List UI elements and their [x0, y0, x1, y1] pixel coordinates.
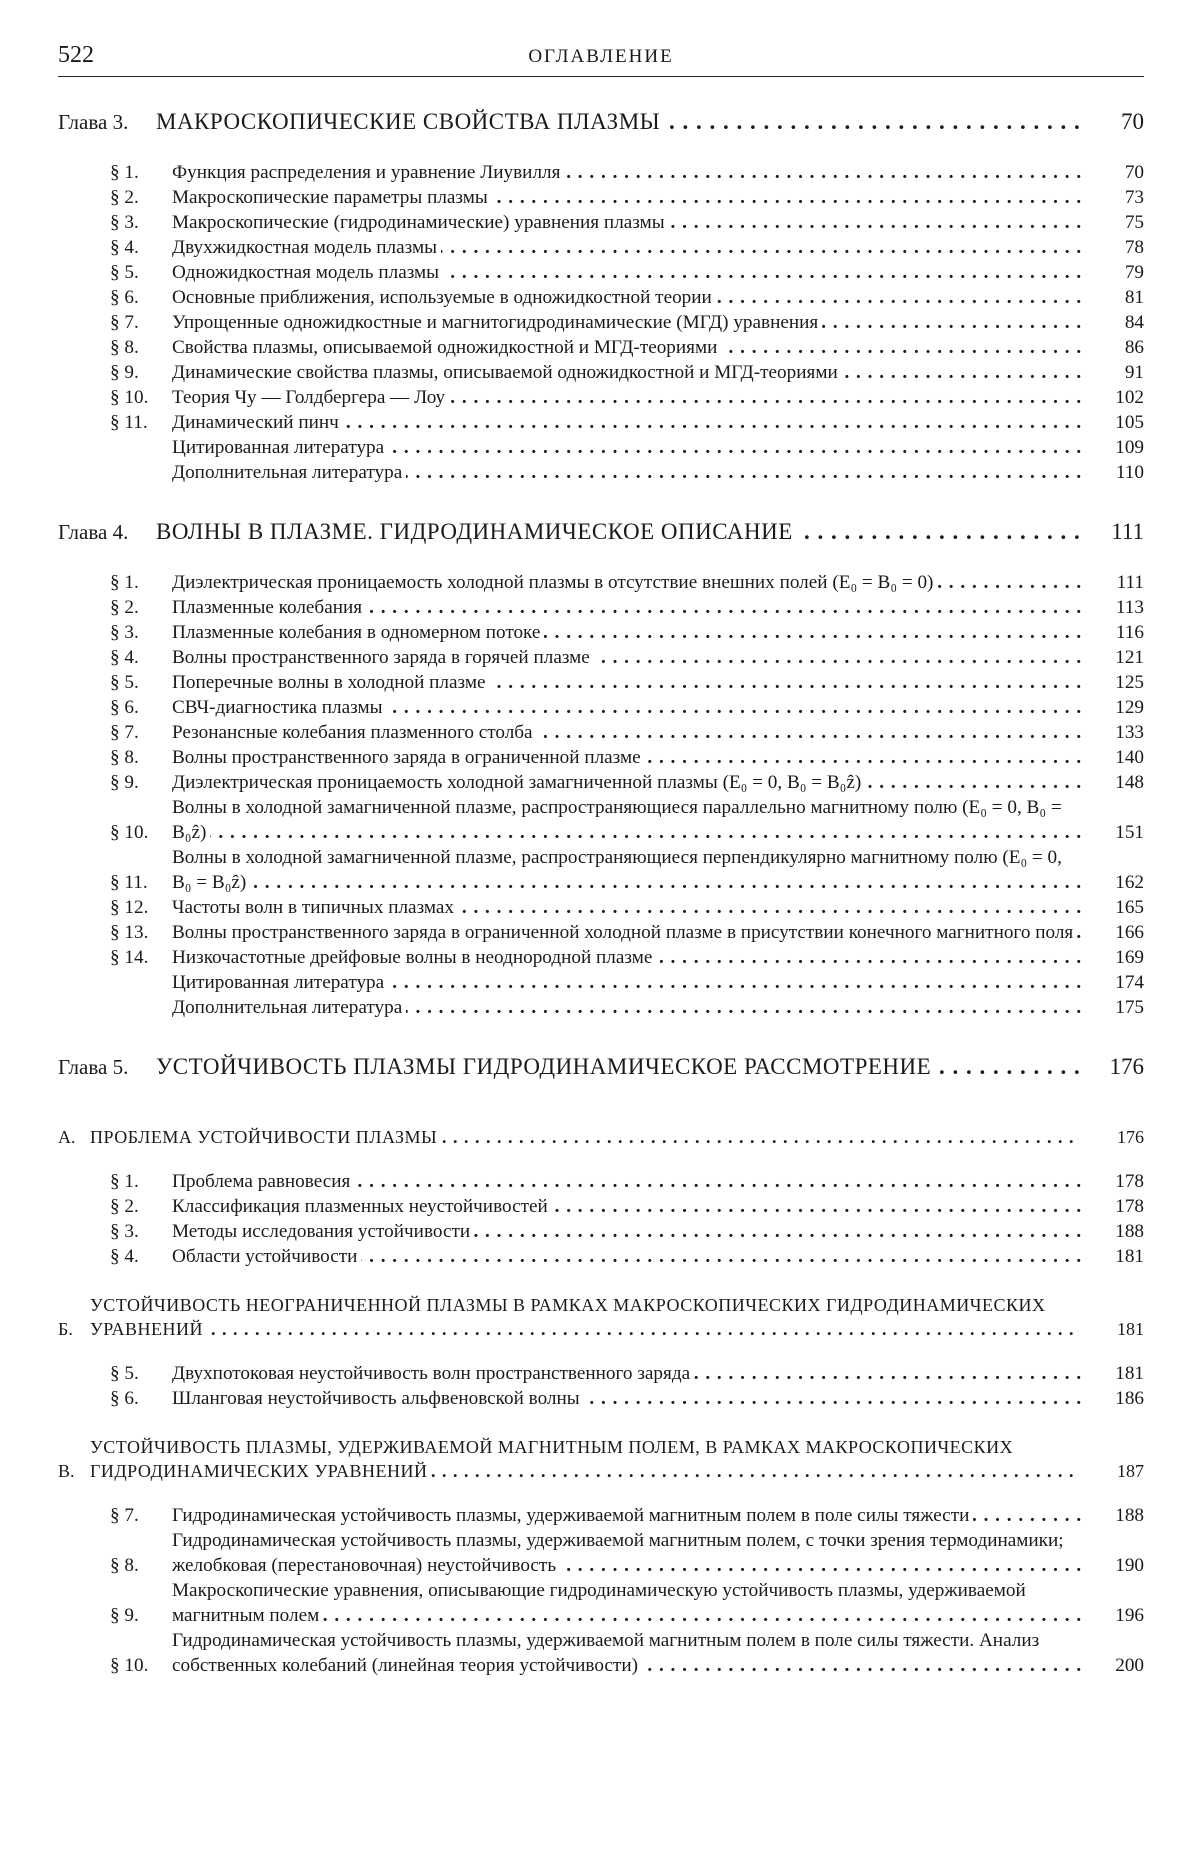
toc-entry — [58, 160, 1144, 185]
toc-entry — [58, 210, 1144, 235]
toc-entry-title — [172, 1503, 1086, 1528]
toc-entry-text: Волны пространственного заряда в ограниченной плазме — [172, 747, 645, 768]
toc-entry-title — [172, 770, 1086, 795]
toc-entry — [58, 235, 1144, 260]
part-heading-text: ПРОБЛЕМА УСТОЙЧИВОСТИ ПЛАЗМЫ — [90, 1127, 441, 1147]
toc-entry — [58, 945, 1144, 970]
toc-entry-title — [172, 1194, 1086, 1219]
chapter-heading-text: УСТОЙЧИВОСТЬ ПЛАЗМЫ ГИДРОДИНАМИЧЕСКОЕ РАССМОТРЕНИЕ — [156, 1054, 935, 1079]
toc-entry — [58, 360, 1144, 385]
page-ref: 188 — [1115, 1221, 1144, 1242]
toc-entry — [58, 745, 1144, 770]
page-ref: 84 — [1124, 312, 1144, 333]
toc-entry-title — [172, 970, 1086, 995]
page-ref: 190 — [1115, 1555, 1144, 1576]
toc-entry-title — [172, 1628, 1086, 1678]
toc-entry-text: Двухжидкостная модель плазмы — [172, 237, 441, 258]
page-ref: 91 — [1124, 362, 1144, 383]
section-number: § 1. — [110, 572, 139, 593]
toc-entry-title — [172, 1361, 1086, 1386]
toc-entry-title — [172, 945, 1086, 970]
page-ref: 105 — [1115, 412, 1144, 433]
page-ref: 166 — [1115, 922, 1144, 943]
toc-entry-title — [172, 210, 1086, 235]
toc-entry-title — [172, 895, 1086, 920]
toc-entry — [58, 695, 1144, 720]
toc-entry — [58, 795, 1144, 845]
part-heading-text: УСТОЙЧИВОСТЬ НЕОГРАНИЧЕННОЙ ПЛАЗМЫ В РАМКАХ МАКРОСКОПИЧЕСКИХ ГИДРОДИНАМИЧЕСКИХ УРАВНЕНИЙ — [90, 1295, 1046, 1339]
page-ref: 176 — [1109, 1054, 1144, 1079]
toc-entry — [58, 770, 1144, 795]
page-ref: 148 — [1115, 772, 1144, 793]
toc-entry-text: Динамические свойства плазмы, описываемой одножидкостной и МГД-теориями — [172, 362, 842, 383]
toc-entry — [58, 435, 1144, 460]
toc-entry-title — [172, 1528, 1086, 1578]
chapter-heading-label: Глава 3. — [58, 110, 129, 134]
toc-entry-title — [172, 645, 1086, 670]
section-number: § 3. — [110, 1221, 139, 1242]
toc-entry-text: Функция распределения и уравнение Лиувилля — [172, 162, 564, 183]
toc-entry-title — [172, 1169, 1086, 1194]
toc-entry-title — [172, 745, 1086, 770]
part-heading-title — [90, 1125, 1086, 1149]
page-ref: 178 — [1115, 1196, 1144, 1217]
toc-entry-text: Цитированная литература — [172, 437, 388, 458]
toc-entry-text: Волны пространственного заряда в горячей плазме — [172, 647, 594, 668]
toc-entry-text: Гидродинамическая устойчивость плазмы, удерживаемой магнитным полем, с точки зрения термодинамики; желобковая (перестановочная) неустойчивость — [172, 1530, 1064, 1576]
toc-entry — [58, 595, 1144, 620]
toc-entry-text: Основные приближения, используемые в одножидкостной теории — [172, 287, 716, 308]
toc-entry — [58, 1169, 1144, 1194]
section-number: § 8. — [110, 1555, 139, 1576]
toc-entry-text: Волны пространственного заряда в ограниченной холодной плазме в присутствии конечного магнитного поля — [172, 922, 1077, 943]
part-heading-title — [90, 1293, 1086, 1341]
section-number: § 6. — [110, 287, 139, 308]
section-number: § 2. — [110, 597, 139, 618]
toc-entry-title — [172, 595, 1086, 620]
toc-entry — [58, 1503, 1144, 1528]
part-heading — [58, 1125, 1144, 1149]
section-number: § 7. — [110, 1505, 139, 1526]
page-ref: 176 — [1117, 1127, 1144, 1147]
toc-entry-title — [172, 410, 1086, 435]
toc-entry-text: Шланговая неустойчивость альфвеновской волны — [172, 1388, 584, 1409]
part-heading-label: В. — [58, 1461, 75, 1481]
toc-entry-text: Гидродинамическая устойчивость плазмы, удерживаемой магнитным полем в поле силы тяжести — [172, 1505, 973, 1526]
toc-entry-text: Резонансные колебания плазменного столба — [172, 722, 537, 743]
chapter-heading — [58, 1053, 1144, 1081]
toc-entry-title — [172, 435, 1086, 460]
section-number: § 3. — [110, 622, 139, 643]
toc-entry-text: Плазменные колебания — [172, 597, 366, 618]
chapter-heading-label: Глава 5. — [58, 1055, 129, 1079]
page-ref: 151 — [1115, 822, 1144, 843]
part-heading-title — [90, 1435, 1086, 1483]
toc-entry-title — [172, 995, 1086, 1020]
part-heading-label: А. — [58, 1127, 76, 1147]
toc-entry-title — [172, 1219, 1086, 1244]
part-heading — [58, 1293, 1144, 1341]
section-number: § 7. — [110, 312, 139, 333]
section-number: § 8. — [110, 337, 139, 358]
running-title: ОГЛАВЛЕНИЕ — [528, 46, 674, 67]
toc-entry-title — [172, 620, 1086, 645]
toc-entry — [58, 1194, 1144, 1219]
page-ref: 181 — [1117, 1319, 1144, 1339]
toc-entry-title — [172, 360, 1086, 385]
toc-entry — [58, 1528, 1144, 1578]
section-number: § 8. — [110, 747, 139, 768]
toc-entry-title — [172, 310, 1086, 335]
toc-entry-text: Макроскопические параметры плазмы — [172, 187, 492, 208]
page-header — [58, 42, 1144, 77]
toc-entry-text: Динамический пинч — [172, 412, 343, 433]
toc-entry-text: Проблема равновесия — [172, 1171, 354, 1192]
section-number: § 2. — [110, 187, 139, 208]
section-number: § 10. — [110, 387, 149, 408]
part-heading — [58, 1435, 1144, 1483]
section-number: § 2. — [110, 1196, 139, 1217]
part-heading-text: УСТОЙЧИВОСТЬ ПЛАЗМЫ, УДЕРЖИВАЕМОЙ МАГНИТНЫМ ПОЛЕМ, В РАМКАХ МАКРОСКОПИЧЕСКИХ ГИДРОДИНАМИЧЕСКИХ УРАВНЕНИЙ — [90, 1437, 1014, 1481]
part-heading-label: Б. — [58, 1319, 73, 1339]
page-ref: 181 — [1115, 1246, 1144, 1267]
toc-entry-title — [172, 460, 1086, 485]
chapter-heading-text: МАКРОСКОПИЧЕСКИЕ СВОЙСТВА ПЛАЗМЫ — [156, 109, 664, 134]
toc-entry-title — [172, 185, 1086, 210]
toc-entry-text: Волны в холодной замагниченной плазме, распространяющиеся перпендикулярно магнитному полю (E₀ = 0, B₀ = B₀ẑ) — [172, 847, 1062, 893]
toc-entry-text: Цитированная литература — [172, 972, 388, 993]
toc-entry-text: Плазменные колебания в одномерном потоке — [172, 622, 544, 643]
toc-entry-text: Волны в холодной замагниченной плазме, распространяющиеся параллельно магнитному полю (E₀ = 0, B₀ = B₀ẑ) — [172, 797, 1062, 843]
toc-entry — [58, 385, 1144, 410]
page-ref: 70 — [1121, 109, 1144, 134]
page-ref: 175 — [1115, 997, 1144, 1018]
chapter-heading-text: ВОЛНЫ В ПЛАЗМЕ. ГИДРОДИНАМИЧЕСКОЕ ОПИСАНИЕ — [156, 519, 797, 544]
section-number: § 10. — [110, 1655, 149, 1676]
section-number: § 13. — [110, 922, 149, 943]
toc-entry-title — [172, 235, 1086, 260]
toc-entry-text: Частоты волн в типичных плазмах — [172, 897, 458, 918]
toc-entry — [58, 410, 1144, 435]
toc-entry-title — [172, 385, 1086, 410]
toc-entry — [58, 620, 1144, 645]
page-ref: 200 — [1115, 1655, 1144, 1676]
toc-entry — [58, 920, 1144, 945]
toc-entry-text: Свойства плазмы, описываемой одножидкостной и МГД-теориями — [172, 337, 721, 358]
toc-entry-text: Гидродинамическая устойчивость плазмы, удерживаемой магнитным полем в поле силы тяжести. Анализ собственных колебаний (линейная теория устойчивости) — [172, 1630, 1040, 1676]
page-ref: 70 — [1124, 162, 1144, 183]
toc-entry-title — [172, 160, 1086, 185]
section-number: § 4. — [110, 237, 139, 258]
toc-entry-title — [172, 845, 1086, 895]
toc-entry — [58, 460, 1144, 485]
toc-entry — [58, 720, 1144, 745]
section-number: § 5. — [110, 672, 139, 693]
toc-entry — [58, 1244, 1144, 1269]
toc-entry — [58, 335, 1144, 360]
section-number: § 4. — [110, 647, 139, 668]
toc-entry-title — [172, 260, 1086, 285]
toc-entry-title — [172, 1386, 1086, 1411]
page-ref: 73 — [1124, 187, 1144, 208]
chapter-heading-label: Глава 4. — [58, 520, 129, 544]
section-number: § 6. — [110, 1388, 139, 1409]
toc-entry-title — [172, 285, 1086, 310]
toc-entry — [58, 970, 1144, 995]
section-number: § 3. — [110, 212, 139, 233]
toc-entry-text: Теория Чу — Голдбергера — Лоу — [172, 387, 449, 408]
page-ref: 79 — [1124, 262, 1144, 283]
toc-entry-title — [172, 570, 1086, 595]
page-ref: 121 — [1115, 647, 1144, 668]
toc-entry-title — [172, 335, 1086, 360]
toc-entry-text: Двухпотоковая неустойчивость волн пространственного заряда — [172, 1363, 694, 1384]
table-of-contents — [58, 108, 1144, 1678]
page-ref: 162 — [1115, 872, 1144, 893]
toc-entry — [58, 895, 1144, 920]
section-number: § 9. — [110, 362, 139, 383]
toc-entry-title — [172, 670, 1086, 695]
section-number: § 5. — [110, 1363, 139, 1384]
section-number: § 7. — [110, 722, 139, 743]
toc-entry-title — [172, 1578, 1086, 1628]
toc-entry-title — [172, 795, 1086, 845]
toc-entry — [58, 570, 1144, 595]
toc-entry — [58, 260, 1144, 285]
toc-entry — [58, 845, 1144, 895]
section-number: § 9. — [110, 772, 139, 793]
page-ref: 78 — [1124, 237, 1144, 258]
chapter-heading-title — [156, 518, 1086, 546]
toc-entry-text: Области устойчивости — [172, 1246, 361, 1267]
toc-entry — [58, 1386, 1144, 1411]
section-number: § 11. — [110, 872, 148, 893]
section-number: § 14. — [110, 947, 149, 968]
toc-entry — [58, 1628, 1144, 1678]
toc-entry-text: Поперечные волны в холодной плазме — [172, 672, 489, 693]
toc-entry-text: Дополнительная литература — [172, 462, 406, 483]
toc-entry-text: СВЧ-диагностика плазмы — [172, 697, 386, 718]
page-ref: 111 — [1111, 519, 1144, 544]
section-number: § 12. — [110, 897, 149, 918]
toc-entry — [58, 645, 1144, 670]
page-ref: 111 — [1116, 572, 1144, 593]
chapter-heading-title — [156, 108, 1086, 136]
section-number: § 1. — [110, 162, 139, 183]
page-ref: 169 — [1115, 947, 1144, 968]
page-ref: 181 — [1115, 1363, 1144, 1384]
page-ref: 188 — [1115, 1505, 1144, 1526]
page-ref: 174 — [1115, 972, 1144, 993]
page-ref: 165 — [1115, 897, 1144, 918]
toc-entry — [58, 285, 1144, 310]
section-number: § 10. — [110, 822, 149, 843]
chapter-heading — [58, 518, 1144, 546]
page-ref: 140 — [1115, 747, 1144, 768]
toc-entry — [58, 185, 1144, 210]
page-number: 522 — [58, 42, 94, 68]
toc-entry-text: Макроскопические (гидродинамические) уравнения плазмы — [172, 212, 669, 233]
page-ref: 178 — [1115, 1171, 1144, 1192]
toc-entry — [58, 1578, 1144, 1628]
section-number: § 9. — [110, 1605, 139, 1626]
toc-entry-text: Упрощенные одножидкостные и магнитогидродинамические (МГД) уравнения — [172, 312, 822, 333]
toc-entry-text: Макроскопические уравнения, описывающие гидродинамическую устойчивость плазмы, удерживаемой магнитным полем — [172, 1580, 1026, 1626]
page-ref: 109 — [1115, 437, 1144, 458]
page-ref: 133 — [1115, 722, 1144, 743]
toc-entry-text: Диэлектрическая проницаемость холодной плазмы в отсутствие внешних полей (E₀ = B₀ = 0) — [172, 572, 937, 593]
chapter-heading — [58, 108, 1144, 136]
section-number: § 5. — [110, 262, 139, 283]
page-ref: 75 — [1124, 212, 1144, 233]
page-ref: 196 — [1115, 1605, 1144, 1626]
toc-entry-title — [172, 720, 1086, 745]
page-ref: 86 — [1124, 337, 1144, 358]
toc-entry — [58, 1219, 1144, 1244]
toc-entry — [58, 670, 1144, 695]
toc-entry-text: Одножидкостная модель плазмы — [172, 262, 443, 283]
page-ref: 125 — [1115, 672, 1144, 693]
page-ref: 81 — [1124, 287, 1144, 308]
toc-entry — [58, 1361, 1144, 1386]
chapter-heading-title — [156, 1053, 1086, 1081]
toc-entry-text: Дополнительная литература — [172, 997, 406, 1018]
toc-entry-text: Классификация плазменных неустойчивостей — [172, 1196, 552, 1217]
toc-entry-title — [172, 1244, 1086, 1269]
section-number: § 1. — [110, 1171, 139, 1192]
section-number: § 11. — [110, 412, 148, 433]
toc-entry-text: Диэлектрическая проницаемость холодной замагниченной плазмы (E₀ = 0, B₀ = B₀ẑ) — [172, 772, 865, 793]
toc-entry-text: Методы исследования устойчивости — [172, 1221, 474, 1242]
page-ref: 102 — [1115, 387, 1144, 408]
section-number: § 4. — [110, 1246, 139, 1267]
page-ref: 129 — [1115, 697, 1144, 718]
toc-entry — [58, 310, 1144, 335]
page-ref: 186 — [1115, 1388, 1144, 1409]
page-ref: 187 — [1117, 1461, 1144, 1481]
toc-entry-text: Низкочастотные дрейфовые волны в неоднородной плазме — [172, 947, 656, 968]
page-ref: 110 — [1115, 462, 1144, 483]
toc-entry — [58, 995, 1144, 1020]
page-ref: 116 — [1115, 622, 1144, 643]
toc-entry-title — [172, 920, 1086, 945]
toc-entry-title — [172, 695, 1086, 720]
section-number: § 6. — [110, 697, 139, 718]
page-ref: 113 — [1115, 597, 1144, 618]
